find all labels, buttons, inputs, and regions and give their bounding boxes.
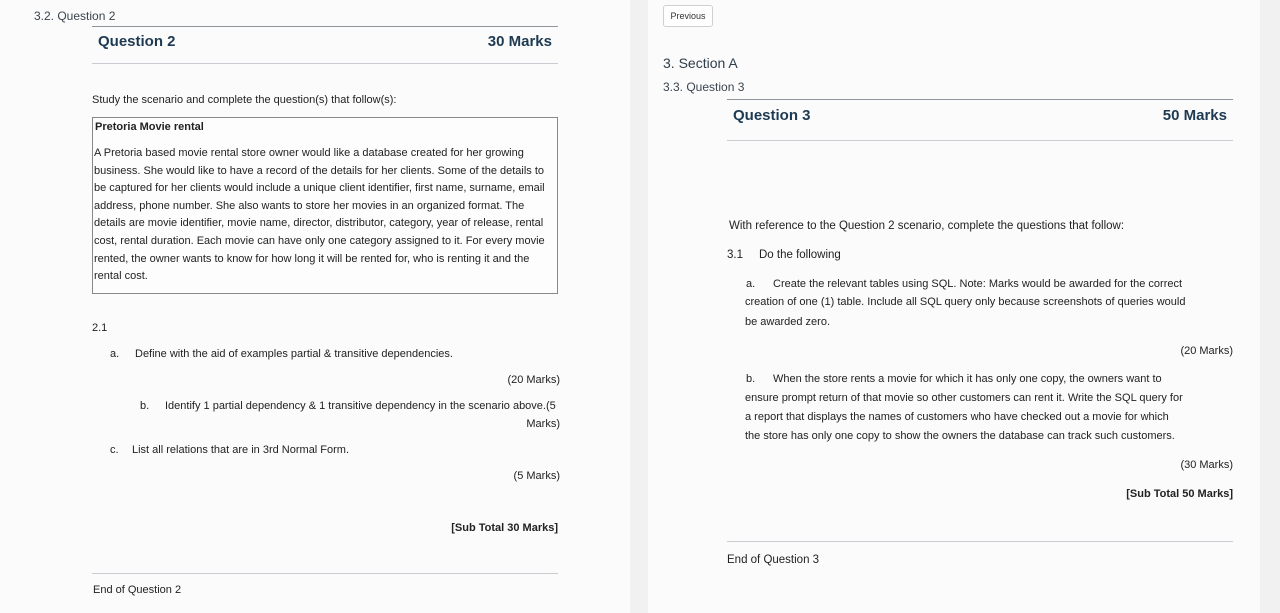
question-text: Do the following — [759, 249, 841, 261]
subtotal: [Sub Total 50 Marks] — [1126, 488, 1233, 500]
scenario-title: Pretoria Movie rental — [95, 121, 204, 133]
item-marks: (20 Marks) — [1180, 345, 1233, 357]
intro-text: With reference to the Question 2 scenario, complete the questions that follow: — [729, 220, 1125, 232]
question-number: 3.1 — [727, 249, 743, 261]
question-title: Question 3 — [733, 107, 811, 124]
item-line: a report that displays the names of customers who have checked out a movie for which — [745, 411, 1169, 423]
item-line: the store has only one copy to show the owners the database can track such customers. — [745, 430, 1175, 442]
item-letter: b. — [140, 400, 150, 412]
item-marks: Marks) — [526, 418, 560, 430]
left-panel — [0, 0, 630, 613]
item-letter: c. — [110, 444, 119, 456]
end-text: End of Question 2 — [93, 584, 182, 596]
scenario-box — [92, 117, 558, 294]
item-marks: (30 Marks) — [1180, 459, 1233, 471]
item-line: Create the relevant tables using SQL. Note: Marks would be awarded for the correct — [773, 278, 1183, 290]
question-marks: 30 Marks — [487, 33, 552, 50]
section-heading: 3. Section A — [663, 55, 738, 71]
item-letter: b. — [746, 373, 756, 385]
question-number: 2.1 — [92, 322, 108, 334]
divider — [727, 140, 1233, 141]
item-line: be awarded zero. — [745, 316, 830, 328]
divider — [92, 573, 558, 574]
previous-button[interactable]: Previous — [663, 5, 713, 27]
end-text: End of Question 3 — [727, 554, 820, 566]
item-marks: (20 Marks) — [507, 374, 560, 386]
divider — [92, 26, 558, 27]
question-title: Question 2 — [98, 33, 176, 50]
divider — [727, 541, 1233, 542]
breadcrumb: 3.2. Question 2 — [34, 9, 116, 23]
divider — [92, 63, 558, 64]
subtotal: [Sub Total 30 Marks] — [451, 522, 558, 534]
scenario-text: A Pretoria based movie rental store owner would like a database created for her growing business. She would like to have a record of the details for her clients. Some of the details to be captured for her clients would include a unique client identifier, first name, surname, email address, phone number. She also wants to store her movies in an organized format. The details are movie identifier, movie name, director, distributor, category, year of release, rental cost, rental duration. Each movie can have only one category assigned to it. For every movie rented, the owner wants to know for how long it will be rented for, who is renting it and the rental cost. — [94, 147, 545, 283]
item-line: ensure prompt return of that movie so other customers can rent it. Write the SQL query for — [745, 392, 1183, 404]
divider — [727, 99, 1233, 100]
item-text: Identify 1 partial dependency & 1 transitive dependency in the scenario above.(5 — [165, 400, 556, 412]
instruction-text: Study the scenario and complete the question(s) that follow(s): — [92, 94, 397, 106]
item-marks: (5 Marks) — [513, 470, 560, 482]
breadcrumb: 3.3. Question 3 — [663, 80, 745, 94]
item-line: creation of one (1) table. Include all SQL query only because screenshots of queries would — [745, 296, 1186, 308]
item-letter: a. — [110, 348, 120, 360]
item-text: Define with the aid of examples partial & transitive dependencies. — [135, 348, 453, 360]
question-marks: 50 Marks — [1162, 107, 1227, 124]
item-line: When the store rents a movie for which it has only one copy, the owners want to — [773, 373, 1162, 385]
item-text: List all relations that are in 3rd Normal Form. — [132, 444, 350, 456]
item-letter: a. — [746, 278, 756, 290]
